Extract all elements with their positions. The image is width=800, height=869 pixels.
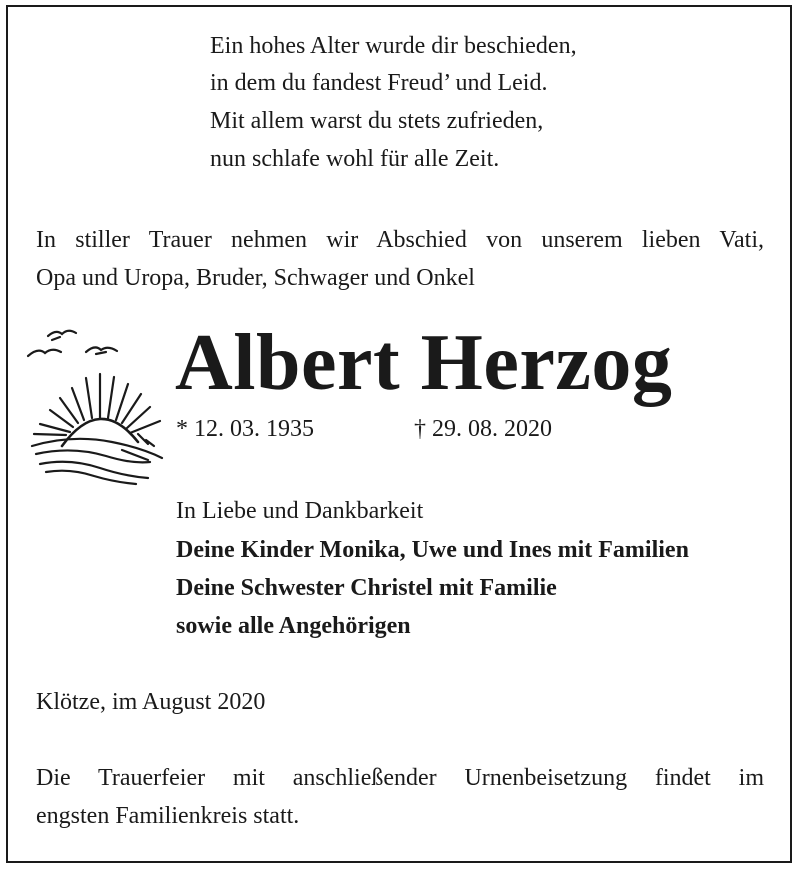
intro-line: In stiller Trauer nehmen wir Abschied von unserem lieben Vati, <box>36 227 764 253</box>
mourners-intro: In Liebe und Dankbarkeit <box>176 498 424 524</box>
poem-line: nun schlafe wohl für alle Zeit. <box>210 146 500 172</box>
mourner-line: Deine Schwester Christel mit Familie <box>176 575 557 601</box>
birth-date: * 12. 03. 1935 <box>176 416 314 442</box>
poem-line: in dem du fandest Freud’ und Leid. <box>210 70 548 96</box>
place-date: Klötze, im August 2020 <box>36 689 266 715</box>
funeral-note-line: engsten Familienkreis statt. <box>36 803 300 829</box>
deceased-name: Albert Herzog <box>175 319 673 407</box>
mourner-line: sowie alle Angehörigen <box>176 613 411 639</box>
death-date: † 29. 08. 2020 <box>414 416 552 442</box>
intro-line: Opa und Uropa, Bruder, Schwager und Onkel <box>36 265 475 291</box>
mourner-line: Deine Kinder Monika, Uwe und Ines mit Familien <box>176 537 689 563</box>
poem-line: Mit allem warst du stets zufrieden, <box>210 108 544 134</box>
funeral-note-line: Die Trauerfeier mit anschließender Urnenbeisetzung findet im <box>36 765 764 791</box>
sunset-birds-icon <box>26 322 166 487</box>
poem-line: Ein hohes Alter wurde dir beschieden, <box>210 33 577 59</box>
